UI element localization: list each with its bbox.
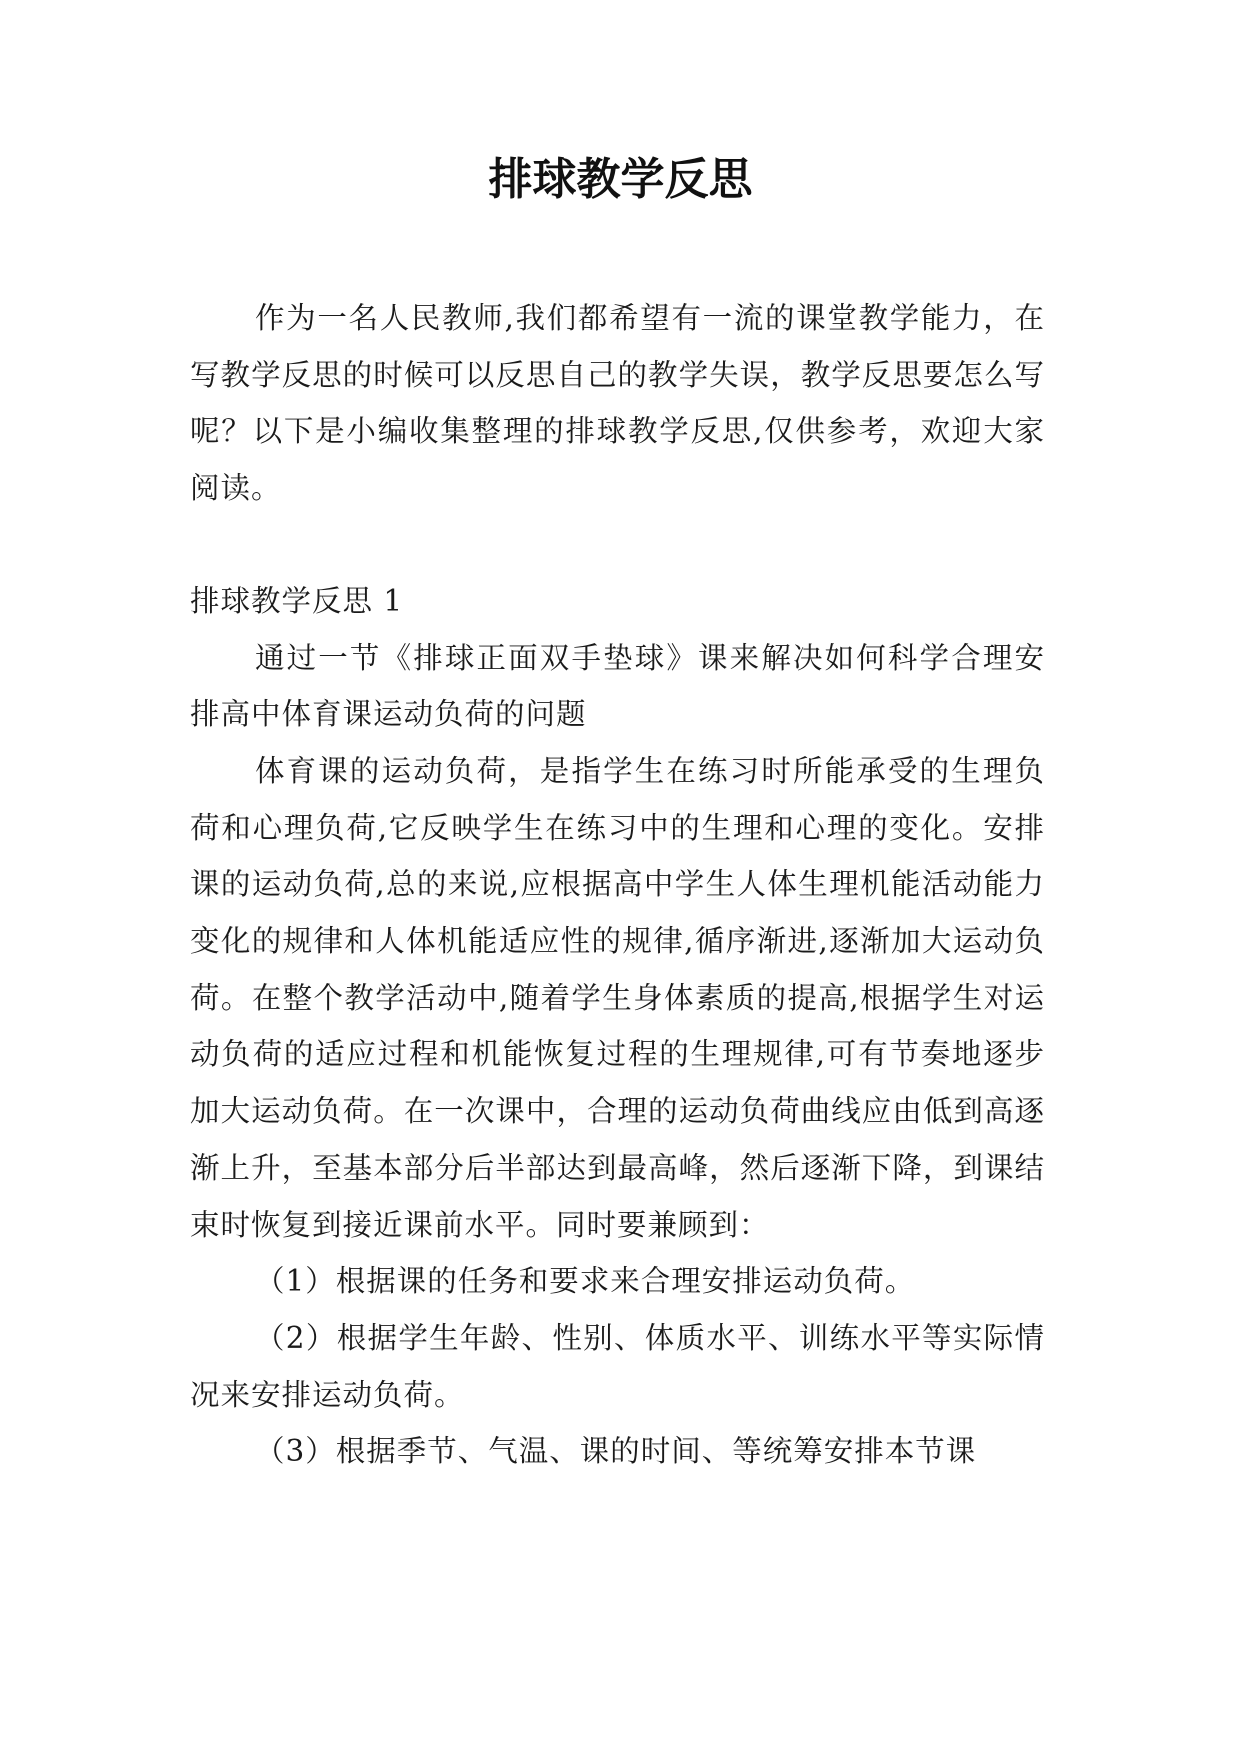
- document-body: [190, 290, 1045, 1480]
- paragraph-load-definition: 体育课的运动负荷，是指学生在练习时所能承受的生理负荷和心理负荷,它反映学生在练习中的生理和心理的变化。安排课的运动负荷,总的来说,应根据高中学生人体生理机能活动能力变化的规律和人体机能适应性的规律,循序渐进,逐渐加大运动负荷。在整个教学活动中,随着学生身体素质的提高,根据学生对运动负荷的适应过程和机能恢复过程的生理规律,可有节奏地逐步加大运动负荷。在一次课中，合理的运动负荷曲线应由低到高逐渐上升，至基本部分后半部达到最高峰，然后逐渐下降，到课结束时恢复到接近课前水平。同时要兼顾到：: [190, 753, 1045, 1242]
- paragraph-spacer: [190, 517, 1045, 573]
- paragraph-lesson-topic: 通过一节《排球正面双手垫球》课来解决如何科学合理安排高中体育课运动负荷的问题: [190, 640, 1045, 732]
- section-heading: 排球教学反思 1: [190, 583, 404, 618]
- list-item-3: （3）根据季节、气温、课的时间、等统筹安排本节课: [255, 1434, 977, 1469]
- list-item-1: （1）根据课的任务和要求来合理安排运动负荷。: [255, 1264, 916, 1299]
- document-title: 排球教学反思: [488, 154, 753, 205]
- list-item-2: （2）根据学生年龄、性别、体质水平、训练水平等实际情况来安排运动负荷。: [190, 1320, 1045, 1412]
- intro-paragraph: 作为一名人民教师,我们都希望有一流的课堂教学能力，在写教学反思的时候可以反思自己的教学失误，教学反思要怎么写呢？以下是小编收集整理的排球教学反思,仅供参考，欢迎大家阅读。: [190, 301, 1045, 506]
